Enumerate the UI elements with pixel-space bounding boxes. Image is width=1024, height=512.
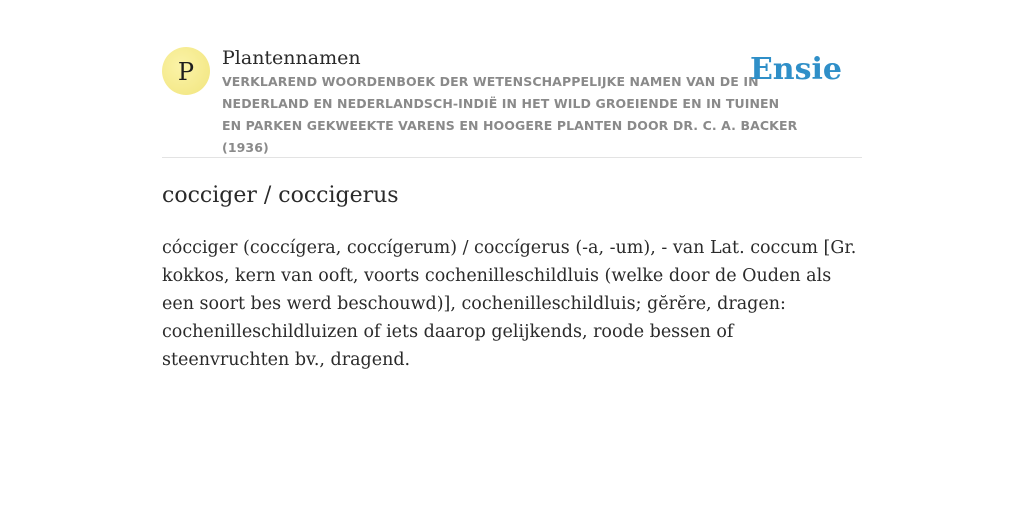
logo-letter: P: [177, 57, 195, 86]
dictionary-header: [162, 0, 862, 158]
page: [162, 0, 862, 370]
dictionary-logo[interactable]: [162, 47, 210, 95]
dictionary-subtitle: VERKLAREND WOORDENBOEK DER WETENSCHAPPELIJKE NAMEN VAN DE IN NEDERLAND EN NEDERLANDSCH-INDIË IN HET WILD GROEIENDE EN IN TUINEN EN PARKEN GEKWEEKTE VARENS EN HOOGERE PLANTEN DOOR DR. C. A. BACKER (1936): [222, 74, 798, 155]
dictionary-title[interactable]: Plantennamen: [222, 47, 361, 69]
brand-logo-link[interactable]: Ensie: [749, 52, 842, 87]
entry-heading: cocciger / coccigerus: [162, 183, 399, 208]
entry-definition: cócciger (coccígera, coccígerum) / coccígerus (-a, -um), - van Lat. coccum [Gr. kokkos, kern van ooft, voorts cochenilleschildluis (welke door de Ouden als een soort bes werd beschouwd)], cochenilleschildluis; gĕrĕre, dragen: cochenilleschildluizen of iets daarop gelijkends, roode bessen of steenvruchten bv., dragend.: [162, 238, 857, 370]
